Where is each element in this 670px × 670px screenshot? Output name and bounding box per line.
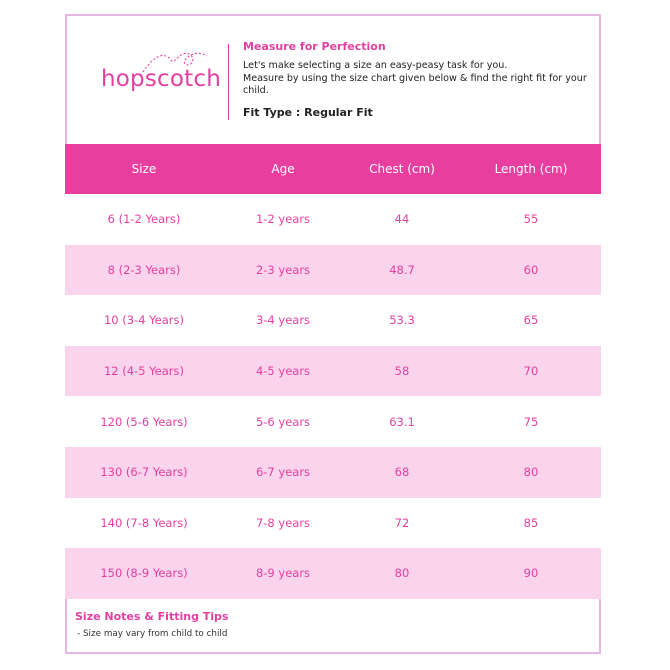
info-block [243,40,588,119]
cell-size: 12 (4-5 Years) [65,346,223,397]
table-row [65,447,601,498]
size-notes [75,610,228,639]
cell-chest: 63.1 [343,396,461,447]
cell-length: 75 [461,396,601,447]
cell-chest: 80 [343,548,461,599]
cell-size: 8 (2-3 Years) [65,245,223,296]
header-chest: Chest (cm) [343,144,461,194]
header-divider [228,44,229,120]
cell-length: 60 [461,245,601,296]
header-size: Size [65,144,223,194]
table-row [65,498,601,549]
cell-chest: 53.3 [343,295,461,346]
notes-item: - Size may vary from child to child [77,629,228,639]
header-length: Length (cm) [461,144,601,194]
cell-chest: 58 [343,346,461,397]
chart-header [67,16,599,144]
table-row [65,396,601,447]
cell-size: 150 (8-9 Years) [65,548,223,599]
table-row [65,346,601,397]
cell-age: 2-3 years [223,245,343,296]
cell-length: 65 [461,295,601,346]
table-row [65,194,601,245]
table-row [65,548,601,599]
info-title: Measure for Perfection [243,40,386,53]
cell-age: 5-6 years [223,396,343,447]
cell-length: 90 [461,548,601,599]
cell-length: 70 [461,346,601,397]
info-line-2: Measure by using the size chart given below & find the right fit for your child. [243,72,587,96]
brand-name: hopscotch [101,66,221,92]
cell-age: 3-4 years [223,295,343,346]
cell-length: 80 [461,447,601,498]
brand-logo [101,46,221,108]
cell-length: 85 [461,498,601,549]
fit-type: Fit Type : Regular Fit [243,105,373,119]
table-row [65,295,601,346]
cell-age: 6-7 years [223,447,343,498]
size-table [65,144,601,599]
size-chart-card [65,14,601,654]
table-row [65,245,601,296]
cell-chest: 44 [343,194,461,245]
cell-size: 130 (6-7 Years) [65,447,223,498]
cell-size: 6 (1-2 Years) [65,194,223,245]
cell-size: 120 (5-6 Years) [65,396,223,447]
cell-size: 140 (7-8 Years) [65,498,223,549]
cell-age: 4-5 years [223,346,343,397]
cell-chest: 68 [343,447,461,498]
table-header-row [65,144,601,194]
notes-title: Size Notes & Fitting Tips [75,610,229,623]
info-line-1: Let's make selecting a size an easy-peasy task for you. [243,60,508,71]
cell-age: 8-9 years [223,548,343,599]
cell-chest: 72 [343,498,461,549]
cell-age: 1-2 years [223,194,343,245]
cell-chest: 48.7 [343,245,461,296]
header-age: Age [223,144,343,194]
cell-size: 10 (3-4 Years) [65,295,223,346]
cell-length: 55 [461,194,601,245]
cell-age: 7-8 years [223,498,343,549]
